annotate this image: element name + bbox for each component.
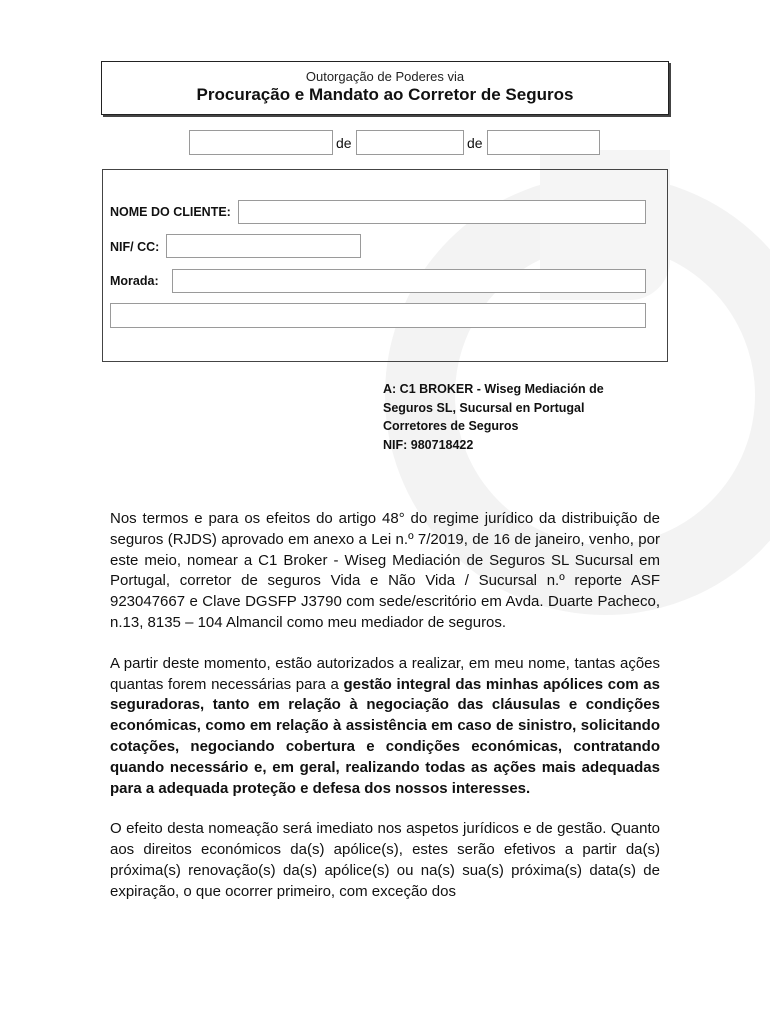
address-input-1[interactable] — [172, 269, 646, 293]
paragraph-2 — [110, 654, 660, 800]
addressee-line-3: Corretores de Seguros — [383, 419, 519, 433]
date-separator-2: de — [467, 135, 483, 151]
day-input[interactable] — [189, 130, 333, 155]
paragraph-1: Nos termos e para os efeitos do artigo 48° do regime jurídico da distribuição de seguros (RJDS) aprovado em anexo a Lei n.º 7/2019, de 16 de janeiro, venho, por este meio, nomear a C1 Broker - Wiseg Mediación de Seguros SL Sucursal em Portugal, corretor de seguros Vida e Não Vida / Sucursal n.º reporte ASF 923047667 e Clave DGSFP J3790 com sede/escritório em Avda. Duarte Pacheco, n.13, 8135 – 104 Almancil como meu mediador de seguros. — [110, 510, 660, 631]
body-text — [110, 509, 660, 923]
month-input[interactable] — [356, 130, 464, 155]
year-input[interactable] — [487, 130, 600, 155]
addressee-line-1: A: C1 BROKER - Wiseg Mediación de — [383, 382, 604, 396]
paragraph-2-intro: A partir deste momento, estão autorizados a realizar, em meu nome, tantas ações quantas forem necessárias para a — [110, 654, 660, 693]
client-name-input[interactable] — [238, 200, 646, 224]
date-row — [0, 130, 770, 156]
client-name-label: NOME DO CLIENTE: — [110, 205, 231, 219]
paragraph-3: O efeito desta nomeação será imediato nos aspetos jurídicos e de gestão. Quanto aos direitos económicos da(s) apólice(s), estes serão efetivos a partir da(s) próxima(s) renovação(s) da(s) apólice(s) ou na(s) sua(s) próxima(s) data(s) de expiração, o que ocorrer primeiro, com exceção dos — [110, 820, 660, 900]
addressee-line-2: Seguros SL, Sucursal en Portugal — [383, 400, 585, 415]
addressee-line-4: NIF: 980718422 — [383, 437, 474, 452]
paragraph-2-bold: gestão integral das minhas apólices com as seguradoras, tanto em relação à negociação das cláusulas e condições económicas, como em relação à assistência em caso de sinistro, solicitando cotações, negociando cobertura e condições económicas, contratando quando necessário e, em geral, realizando todas as ações mais adequadas para a adequada proteção e defesa dos nossos interesses. — [110, 675, 660, 797]
addressee-block — [383, 380, 643, 454]
nif-label: NIF/ CC: — [110, 240, 160, 254]
document-subtitle: Outorgação de Poderes via — [305, 69, 465, 84]
address-input-2[interactable] — [110, 303, 646, 328]
document-header — [101, 61, 669, 115]
document-title: Procuração e Mandato ao Corretor de Seguros — [196, 85, 574, 104]
address-label: Morada: — [110, 274, 159, 288]
nif-input[interactable] — [166, 234, 361, 258]
date-separator-1: de — [336, 135, 352, 151]
client-info-box — [102, 169, 668, 362]
